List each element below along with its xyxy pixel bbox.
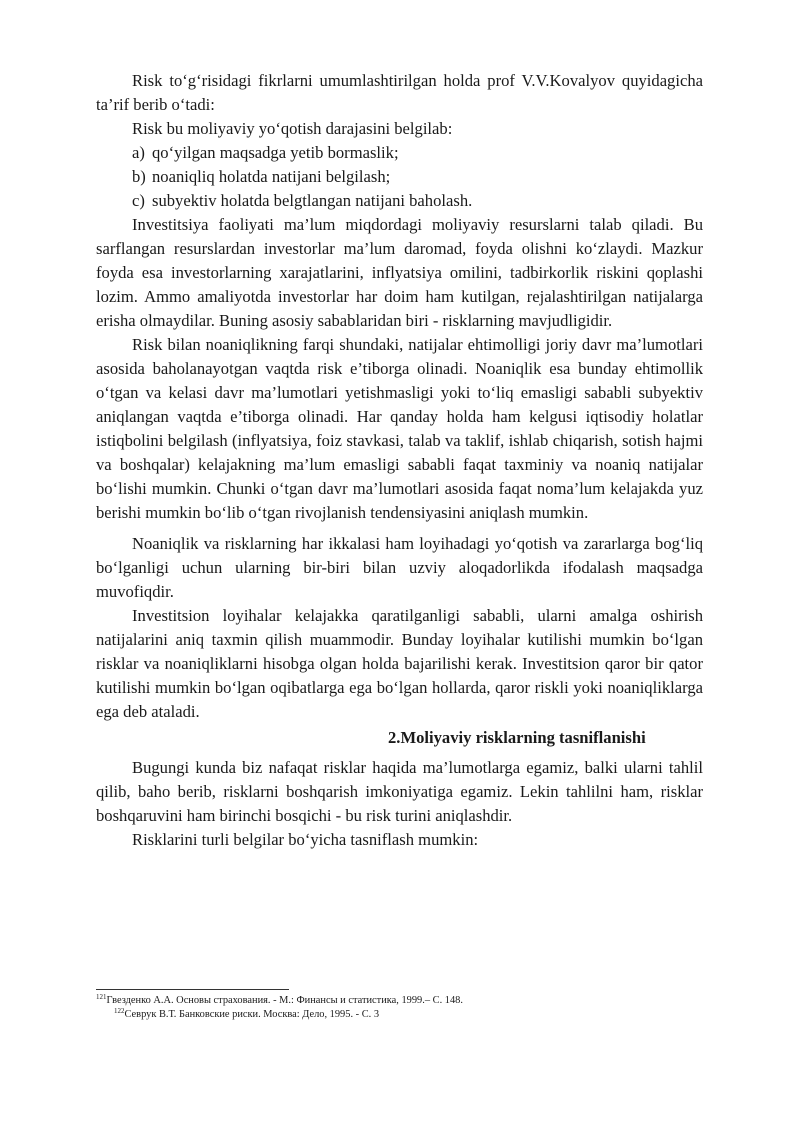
paragraph-risk-analysis: Bugungi kunda biz nafaqat risklar haqida ma’lumotlarga egamiz, balki ularni tahlil qilib, baho berib, risklarni boshqarish imkoniyatiga egamiz. Lekin tahlilni ham, risklar boshqaruvini ham birinchi bosqichi - bu risk turini aniqlashdir. xyxy=(96,758,703,825)
list-item xyxy=(96,141,703,165)
footnote-122 xyxy=(114,1008,379,1021)
footnote-number: 121 xyxy=(96,993,107,1001)
list-item-text: noaniqliq holatda natijani belgilash; xyxy=(152,167,391,186)
body-text xyxy=(96,69,703,852)
footnote-text: Севрук В.Т. Банковские риски. Москва: Дело, 1995. - С. 3 xyxy=(124,1009,380,1020)
footnote-separator xyxy=(96,989,289,990)
section-heading: 2.Moliyaviy risklarning tasniflanishi xyxy=(388,728,646,747)
list-marker: c) xyxy=(132,191,145,210)
list-item-text: qo‘yilgan maqsadga yetib bormaslik; xyxy=(152,143,399,162)
list-marker: a) xyxy=(132,143,145,162)
footnote-text: Гвезденко А.А. Основы страхования. - М.: Финансы и статистика, 1999.– С. 148. xyxy=(106,995,463,1006)
paragraph-investment-projects: Investitsion loyihalar kelajakka qaratilganligi sababli, ularni amalga oshirish natijalarini aniq taxmin qilish muammodir. Bunday loyihalar kutilishi mumkin bo‘lgan risklar va noaniqliklarni hisobga olgan holda bajarilishi kerak. Investitsion qaror bir qator kutilishi mumkin bo‘lgan oqibatlarga ega bo‘lgan hollarda, qaror riskli yoki noaniqliklarga ega deb ataladi. xyxy=(96,606,703,721)
paragraph-risk-definition-intro: Risk bu moliyaviy yo‘qotish darajasini belgilab: xyxy=(132,119,453,138)
paragraph-risk-vs-uncertainty: Risk bilan noaniqlikning farqi shundaki, natijalar ehtimolligi joriy davr ma’lumotlari asosida baholanayotgan vaqtda risk e’tiborga olinadi. Noaniqlik esa bunday ehtimollik o‘tgan va kelasi davr ma’lumotlari yetishmasligi yoki to‘liq emasligi sababli subyektiv aniqlangan vaqtda e’tiborga olinadi. Har qanday holda ham kelgusi iqtisodiy holatlar istiqbolini belgilash (inflyatsiya, foiz stavkasi, talab va taklif, ishlab chiqarish, sotish hajmi va boshqalar) kelajakning ma’lum emasligi sababli faqat taxminiy va noaniq natijalar bo‘lishi mumkin. Chunki o‘tgan davr ma’lumotlari asosida faqat noma’lum kelajakda yuz berishi mumkin bo‘lib o‘tgan rivojlanish tendensiyasini aniqlash mumkin. xyxy=(96,335,703,522)
footnote-number: 122 xyxy=(114,1007,125,1015)
paragraph-kovalyov-definition: Risk to‘g‘risidagi fikrlarni umumlashtirilgan holda prof V.V.Kovalyov quyidagicha ta’rif berib o‘tadi: xyxy=(96,71,703,114)
paragraph-uncertainty-and-risk: Noaniqlik va risklarning har ikkalasi ham loyihadagi yo‘qotish va zararlarga bog‘liq bo‘lganligi uchun ularning bir-biri bilan uzviy aloqadorlikda ifodalash maqsadga muvofiqdir. xyxy=(96,534,703,601)
list-item-text: subyektiv holatda belgtlangan natijani baholash. xyxy=(152,191,473,210)
list-marker: b) xyxy=(132,167,146,186)
footnote-121 xyxy=(96,994,463,1007)
list-item xyxy=(96,189,703,213)
paragraph-investment-activity: Investitsiya faoliyati ma’lum miqdordagi moliyaviy resurslarni talab qiladi. Bu sarflangan resurslardan investorlar ma’lum daromad, foyda olishni ko‘zlaydi. Mazkur foyda esa investorlarning xarajatlarini, inflyatsiya omilini, tadbirkorlik riskini qoplashi lozim. Ammo amaliyotda investorlar har doim ham kutilgan, rejalashtirilgan natijalarga erisha olmaydilar. Buning asosiy sabablaridan biri - risklarning mavjudligidir. xyxy=(96,215,703,330)
paragraph-risk-classification: Risklarini turli belgilar bo‘yicha tasniflash mumkin: xyxy=(132,830,479,849)
list-item xyxy=(96,165,703,189)
